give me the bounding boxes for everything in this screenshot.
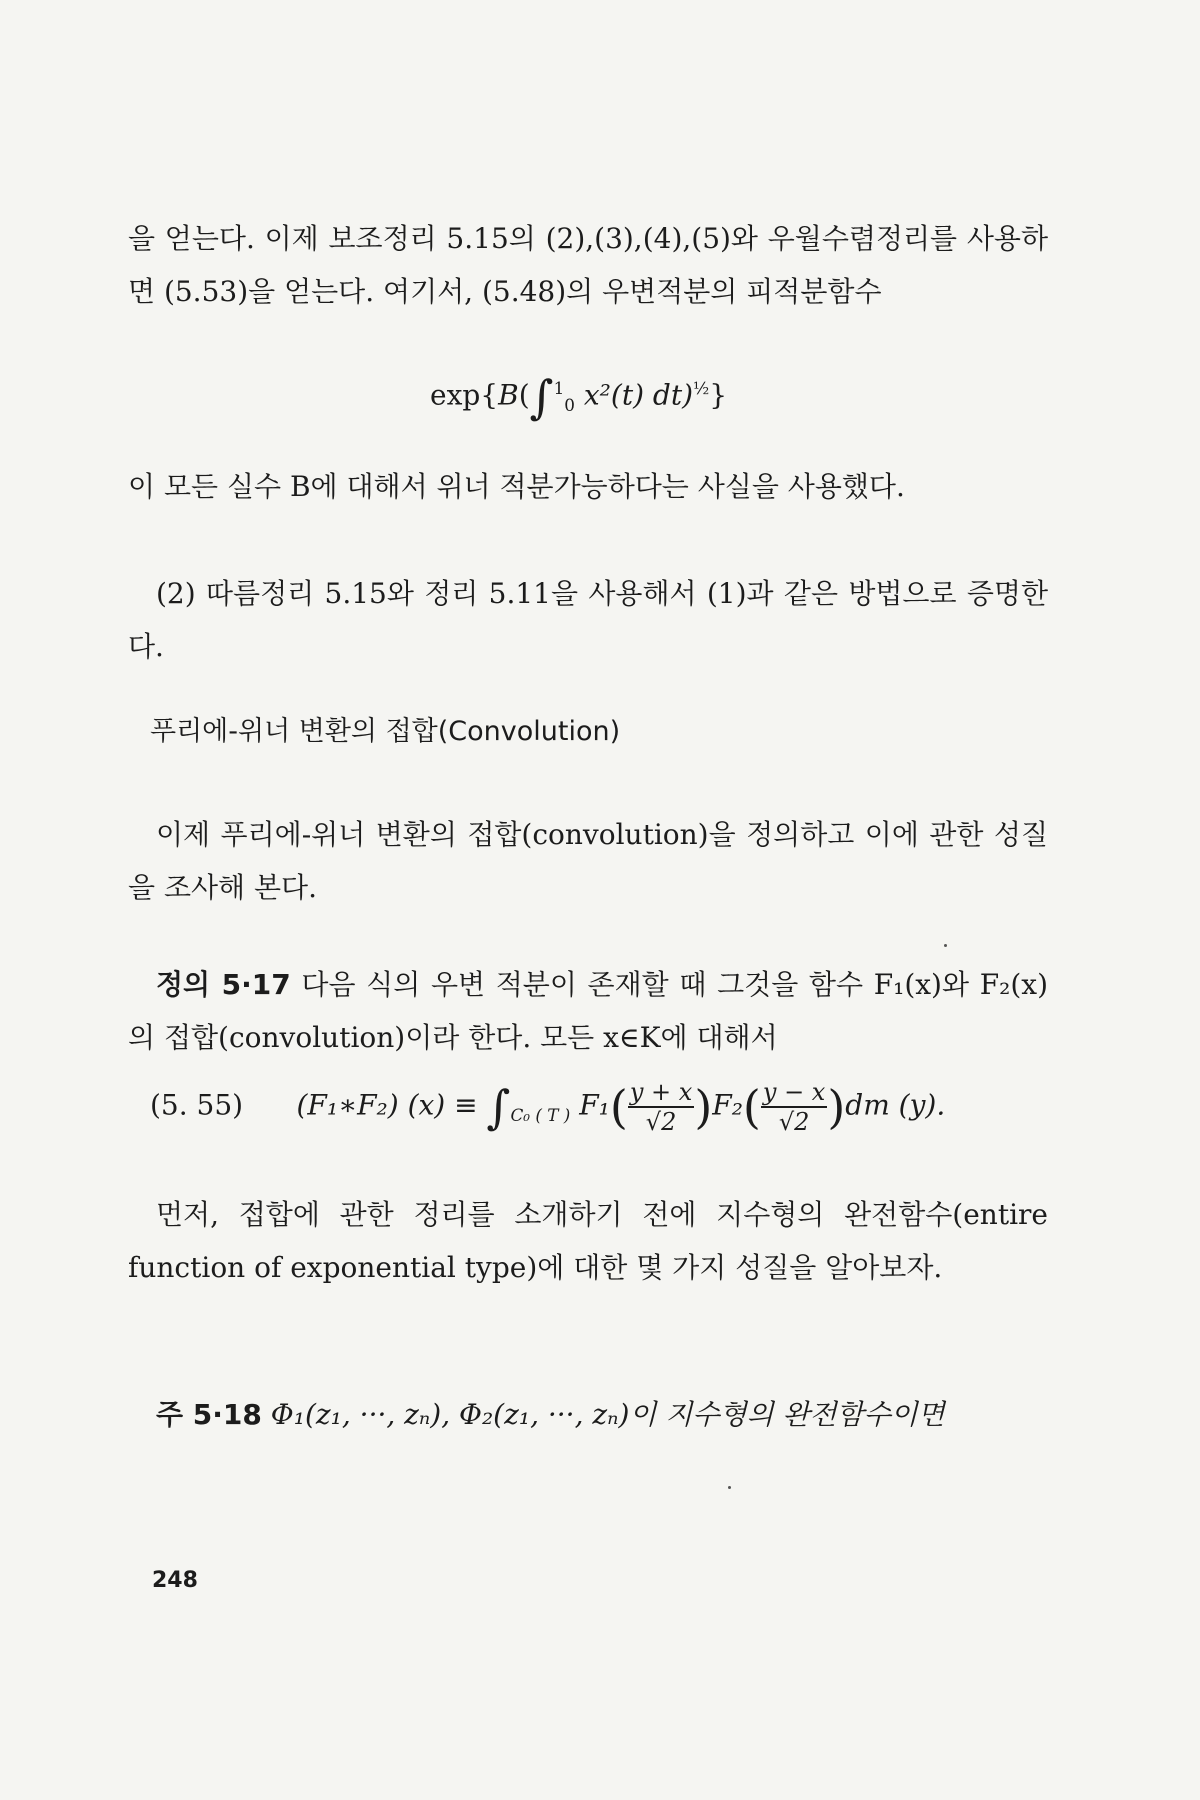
equation-exp — [430, 368, 727, 425]
paren-open-1: ( — [609, 1080, 628, 1134]
equation-5-55 — [150, 1080, 945, 1135]
speck-mark — [728, 1486, 731, 1489]
note-paragraph — [128, 1388, 1048, 1441]
fraction-1 — [628, 1080, 694, 1134]
eq2-domain: C₀ ( T ) — [510, 1105, 571, 1126]
eq2-F1: F₁ — [579, 1088, 610, 1122]
paren-close-1: ) — [694, 1080, 713, 1134]
paren-close-2: ) — [827, 1080, 846, 1134]
eq2-lhs: (F₁∗F₂) (x) ≡ — [296, 1088, 478, 1122]
eq1-lower-limit: 0 — [564, 394, 575, 415]
eq1-upper-limit: 1 — [553, 378, 565, 398]
eq1-B: B — [498, 378, 519, 412]
definition-text: 다음 식의 우변 적분이 존재할 때 그것을 함수 F₁(x)와 F₂(x)의 접합(convolution)이라 한다. 모든 x∈K에 대해서 — [128, 968, 1049, 1054]
fraction-2 — [761, 1080, 827, 1134]
note-label: 주 5·18 — [156, 1398, 262, 1431]
eq2-integral-sign: ∫ — [486, 1080, 511, 1134]
paragraph-6: 먼저, 접합에 관한 정리를 소개하기 전에 지수형의 완전함수(entire function of exponential type)에 대한 몇 가지 성질을 알아보자. — [128, 1198, 1048, 1284]
eq1-open-paren: ( — [518, 378, 530, 412]
definition-label: 정의 5·17 — [156, 968, 291, 1001]
page-number: 248 — [152, 1568, 198, 1593]
fraction-1-num: y + x — [629, 1078, 693, 1106]
speck-mark — [944, 944, 947, 947]
eq2-F2: F₂ — [712, 1088, 743, 1122]
section-heading: 푸리에-위너 변환의 접합(Convolution) — [150, 716, 621, 747]
fraction-2-num: y − x — [762, 1078, 826, 1106]
eq1-exponent: ½ — [693, 378, 710, 398]
note-text: Φ₁(z₁, ···, zₙ), Φ₂(z₁, ···, zₙ)이 지수형의 완전함수이면 — [261, 1398, 945, 1431]
integral-sign: ∫ — [529, 369, 554, 424]
paragraph-3: (2) 따름정리 5.15와 정리 5.11을 사용해서 (1)과 같은 방법으로 증명한다. — [128, 577, 1048, 663]
eq1-prefix: exp{ — [430, 378, 499, 412]
eq1-close: } — [709, 378, 728, 412]
fraction-2-den: √2 — [778, 1108, 810, 1136]
eq2-tail: dm (y). — [845, 1088, 946, 1122]
eq2-tag: (5. 55) — [150, 1088, 244, 1122]
paragraph-2: 이 모든 실수 B에 대해서 위너 적분가능하다는 사실을 사용했다. — [128, 470, 905, 503]
paren-open-2: ( — [742, 1080, 761, 1134]
paragraph-1: 을 얻는다. 이제 보조정리 5.15의 (2),(3),(4),(5)와 우월수렴정리를 사용하면 (5.53)을 얻는다. 여기서, (5.48)의 우변적분의 피적분함수 — [128, 222, 1048, 308]
paragraph-4: 이제 푸리에-위너 변환의 접합(convolution)을 정의하고 이에 관한 성질을 조사해 본다. — [128, 818, 1048, 904]
eq1-integrand: x²(t) dt) — [583, 378, 693, 412]
definition-paragraph — [128, 958, 1048, 1064]
fraction-1-den: √2 — [645, 1108, 677, 1136]
